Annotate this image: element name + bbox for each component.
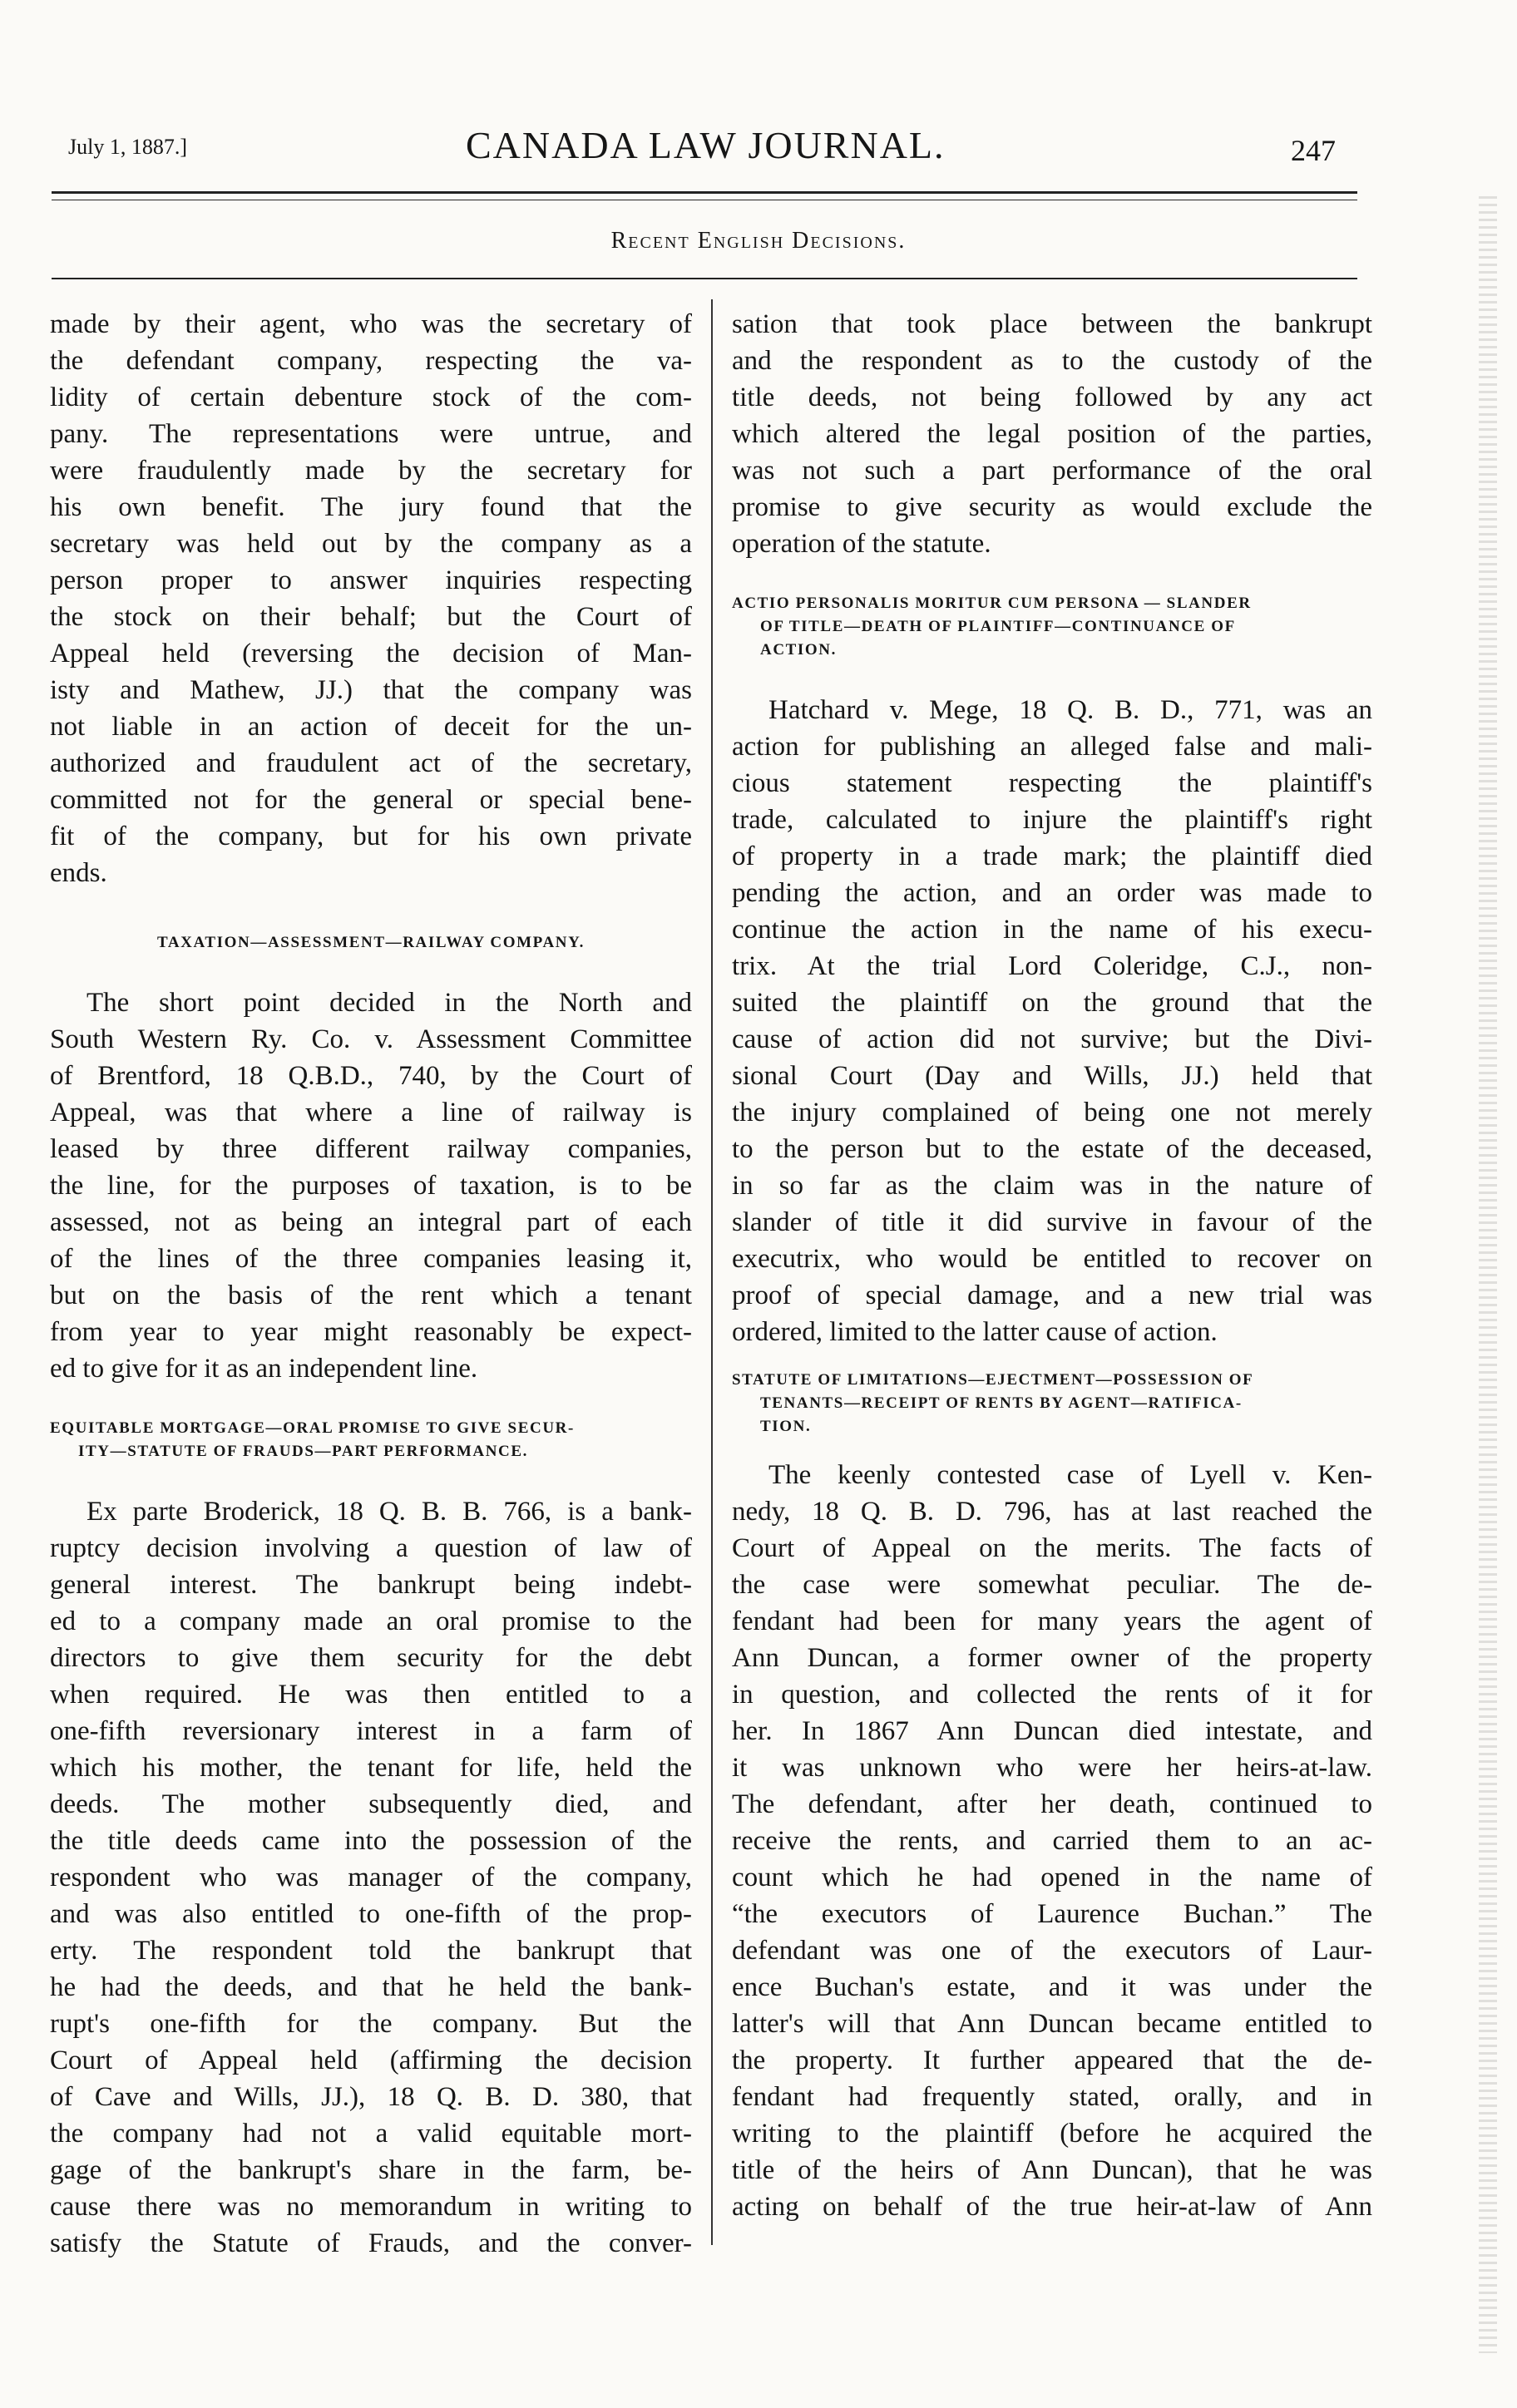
text-line: to the person but to the estate of the deceased, xyxy=(732,1134,1372,1164)
text-line: were fraudulently made by the secretary for xyxy=(50,456,692,486)
section-heading: TAXATION—ASSESSMENT—RAILWAY COMPANY. xyxy=(156,934,586,951)
text-line: authorized and fraudulent act of the secretary, xyxy=(50,748,692,778)
text-line: cious statement respecting the plaintiff's xyxy=(732,768,1372,798)
text-line: Court of Appeal on the merits. The facts of xyxy=(732,1533,1372,1563)
text-line: directors to give them security for the debt xyxy=(50,1643,692,1673)
text-line: cause there was no memorandum in writing to xyxy=(50,2192,692,2222)
text-line: trade, calculated to injure the plaintiff's right xyxy=(732,805,1372,835)
text-line: ed to a company made an oral promise to the xyxy=(50,1606,692,1636)
text-line: “the executors of Laurence Buchan.” The xyxy=(732,1899,1372,1929)
text-line: fendant had been for many years the agent of xyxy=(732,1606,1372,1636)
text-line: The keenly contested case of Lyell v. Ken- xyxy=(768,1460,1372,1490)
text-line: and the respondent as to the custody of the xyxy=(732,346,1372,376)
text-line: satisfy the Statute of Frauds, and the conver- xyxy=(50,2228,692,2258)
text-line: in so far as the claim was in the nature of xyxy=(732,1171,1372,1201)
header-rule-thick xyxy=(52,191,1357,194)
text-line: trix. At the trial Lord Coleridge, C.J., non- xyxy=(732,951,1372,981)
text-line: ordered, limited to the latter cause of action. xyxy=(732,1317,1218,1347)
text-line: person proper to answer inquiries respecting xyxy=(50,565,692,595)
text-line: not liable in an action of deceit for the un- xyxy=(50,712,692,742)
text-line: operation of the statute. xyxy=(732,529,991,559)
running-head: Recent English Decisions. xyxy=(610,228,907,254)
text-line: leased by three different railway companies, xyxy=(50,1134,692,1164)
text-line: the line, for the purposes of taxation, is to be xyxy=(50,1171,692,1201)
text-line: his own benefit. The jury found that the xyxy=(50,492,692,522)
text-line: receive the rents, and carried them to an ac- xyxy=(732,1826,1372,1856)
text-line: the stock on their behalf; but the Court of xyxy=(50,602,692,632)
text-line: her. In 1867 Ann Duncan died intestate, and xyxy=(732,1716,1372,1746)
section-heading: ITY—STATUTE OF FRAUDS—PART PERFORMANCE. xyxy=(78,1443,528,1460)
text-line: action for publishing an alleged false and mali- xyxy=(732,732,1372,762)
text-line: count which he had opened in the name of xyxy=(732,1863,1372,1892)
scan-edge-shadow xyxy=(1479,191,1497,2353)
text-line: was not such a part performance of the oral xyxy=(732,456,1372,486)
text-line: pending the action, and an order was made to xyxy=(732,878,1372,908)
text-line: proof of special damage, and a new trial was xyxy=(732,1280,1372,1310)
text-line: the title deeds came into the possession of the xyxy=(50,1826,692,1856)
section-heading: ACTIO PERSONALIS MORITUR CUM PERSONA — SLANDER xyxy=(732,595,1252,612)
text-line: slander of title it did survive in favour of the xyxy=(732,1207,1372,1237)
text-line: Hatchard v. Mege, 18 Q. B. D., 771, was an xyxy=(768,695,1372,725)
text-line: ed to give for it as an independent line. xyxy=(50,1354,478,1384)
section-heading: TENANTS—RECEIPT OF RENTS BY AGENT—RATIFICA- xyxy=(760,1394,1243,1412)
text-line: Appeal held (reversing the decision of Man- xyxy=(50,639,692,669)
text-line: deeds. The mother subsequently died, and xyxy=(50,1789,692,1819)
text-line: made by their agent, who was the secretary of xyxy=(50,309,692,339)
section-heading: TION. xyxy=(760,1418,812,1435)
section-heading: EQUITABLE MORTGAGE—ORAL PROMISE TO GIVE SECUR- xyxy=(50,1419,575,1437)
text-line: of the lines of the three companies leasing it, xyxy=(50,1244,692,1274)
section-heading: OF TITLE—DEATH OF PLAINTIFF—CONTINUANCE OF xyxy=(760,618,1236,635)
paragraph-gap xyxy=(732,662,1372,692)
text-line: Ex parte Broderick, 18 Q. B. B. 766, is a bank- xyxy=(86,1497,692,1527)
text-line: erty. The respondent told the bankrupt that xyxy=(50,1936,692,1966)
text-line: Court of Appeal held (affirming the decision xyxy=(50,2045,692,2075)
text-line: pany. The representations were untrue, and xyxy=(50,419,692,449)
text-line: from year to year might reasonably be expect- xyxy=(50,1317,692,1347)
text-line: committed not for the general or special bene- xyxy=(50,785,692,815)
text-line: Appeal, was that where a line of railway is xyxy=(50,1098,692,1128)
text-line: assessed, not as being an integral part of each xyxy=(50,1207,692,1237)
section-heading: ACTION. xyxy=(760,641,837,659)
journal-title: CANADA LAW JOURNAL. xyxy=(466,124,946,166)
text-line: fendant had frequently stated, orally, and in xyxy=(732,2082,1372,2112)
text-line: South Western Ry. Co. v. Assessment Committee xyxy=(50,1024,692,1054)
paragraph-gap xyxy=(50,1463,692,1493)
text-line: in question, and collected the rents of it for xyxy=(732,1680,1372,1710)
section-heading: STATUTE OF LIMITATIONS—EJECTMENT—POSSESSION OF xyxy=(732,1371,1254,1389)
text-line: of Brentford, 18 Q.B.D., 740, by the Court of xyxy=(50,1061,692,1091)
text-line: sation that took place between the bankrupt xyxy=(732,309,1372,339)
right-column xyxy=(732,306,1372,2225)
text-line: it was unknown who were her heirs-at-law. xyxy=(732,1753,1372,1783)
text-line: gage of the bankrupt's share in the farm, be- xyxy=(50,2155,692,2185)
text-line: suited the plaintiff on the ground that the xyxy=(732,988,1372,1018)
text-line: when required. He was then entitled to a xyxy=(50,1680,692,1710)
paragraph-gap xyxy=(50,955,692,984)
text-line: writing to the plaintiff (before he acquired the xyxy=(732,2119,1372,2149)
text-line: acting on behalf of the true heir-at-law of Ann xyxy=(732,2192,1372,2222)
text-line: promise to give security as would exclude the xyxy=(732,492,1372,522)
text-line: of property in a trade mark; the plaintiff died xyxy=(732,841,1372,871)
text-line: latter's will that Ann Duncan became entitled to xyxy=(732,2009,1372,2039)
text-line: which his mother, the tenant for life, held the xyxy=(50,1753,692,1783)
text-line: one-fifth reversionary interest in a farm of xyxy=(50,1716,692,1746)
paragraph-gap xyxy=(732,562,1372,592)
text-line: the property. It further appeared that the de- xyxy=(732,2045,1372,2075)
paragraph-gap xyxy=(732,1438,1372,1457)
paragraph-gap xyxy=(50,1387,692,1417)
left-column xyxy=(50,306,692,2262)
text-line: secretary was held out by the company as a xyxy=(50,529,692,559)
column-divider xyxy=(711,299,713,2245)
text-line: sional Court (Day and Wills, JJ.) held that xyxy=(732,1061,1372,1091)
text-line: cause of action did not survive; but the Divi- xyxy=(732,1024,1372,1054)
text-line: the injury complained of being one not merely xyxy=(732,1098,1372,1128)
text-line: ends. xyxy=(50,858,107,888)
text-line: rupt's one-fifth for the company. But the xyxy=(50,2009,692,2039)
text-line: the company had not a valid equitable mort- xyxy=(50,2119,692,2149)
text-line: general interest. The bankrupt being indebt- xyxy=(50,1570,692,1600)
text-line: and was also entitled to one-fifth of the prop- xyxy=(50,1899,692,1929)
text-line: defendant was one of the executors of Laur- xyxy=(732,1936,1372,1966)
paragraph-gap xyxy=(50,891,692,931)
text-line: title of the heirs of Ann Duncan), that he was xyxy=(732,2155,1372,2185)
text-line: isty and Mathew, JJ.) that the company was xyxy=(50,675,692,705)
text-line: which altered the legal position of the parties, xyxy=(732,419,1372,449)
text-line: executrix, who would be entitled to recover on xyxy=(732,1244,1372,1274)
text-line: nedy, 18 Q. B. D. 796, has at last reached the xyxy=(732,1497,1372,1527)
text-line: Ann Duncan, a former owner of the property xyxy=(732,1643,1372,1673)
page-number: 247 xyxy=(1291,134,1336,167)
text-line: he had the deeds, and that he held the bank- xyxy=(50,1972,692,2002)
issue-date: July 1, 1887.] xyxy=(68,135,187,159)
text-line: fit of the company, but for his own private xyxy=(50,822,692,851)
text-line: respondent who was manager of the company, xyxy=(50,1863,692,1892)
text-line: but on the basis of the rent which a tenant xyxy=(50,1280,692,1310)
text-line: the defendant company, respecting the va- xyxy=(50,346,692,376)
paragraph-gap xyxy=(732,1350,1372,1369)
text-line: continue the action in the name of his execu- xyxy=(732,915,1372,945)
text-line: ence Buchan's estate, and it was under the xyxy=(732,1972,1372,2002)
running-head-rule xyxy=(52,278,1357,279)
text-line: of Cave and Wills, JJ.), 18 Q. B. D. 380, that xyxy=(50,2082,692,2112)
text-line: The defendant, after her death, continued to xyxy=(732,1789,1372,1819)
text-line: lidity of certain debenture stock of the com- xyxy=(50,382,692,412)
text-line: title deeds, not being followed by any act xyxy=(732,382,1372,412)
text-line: ruptcy decision involving a question of law of xyxy=(50,1533,692,1563)
text-line: the case were somewhat peculiar. The de- xyxy=(732,1570,1372,1600)
text-line: The short point decided in the North and xyxy=(86,988,692,1018)
